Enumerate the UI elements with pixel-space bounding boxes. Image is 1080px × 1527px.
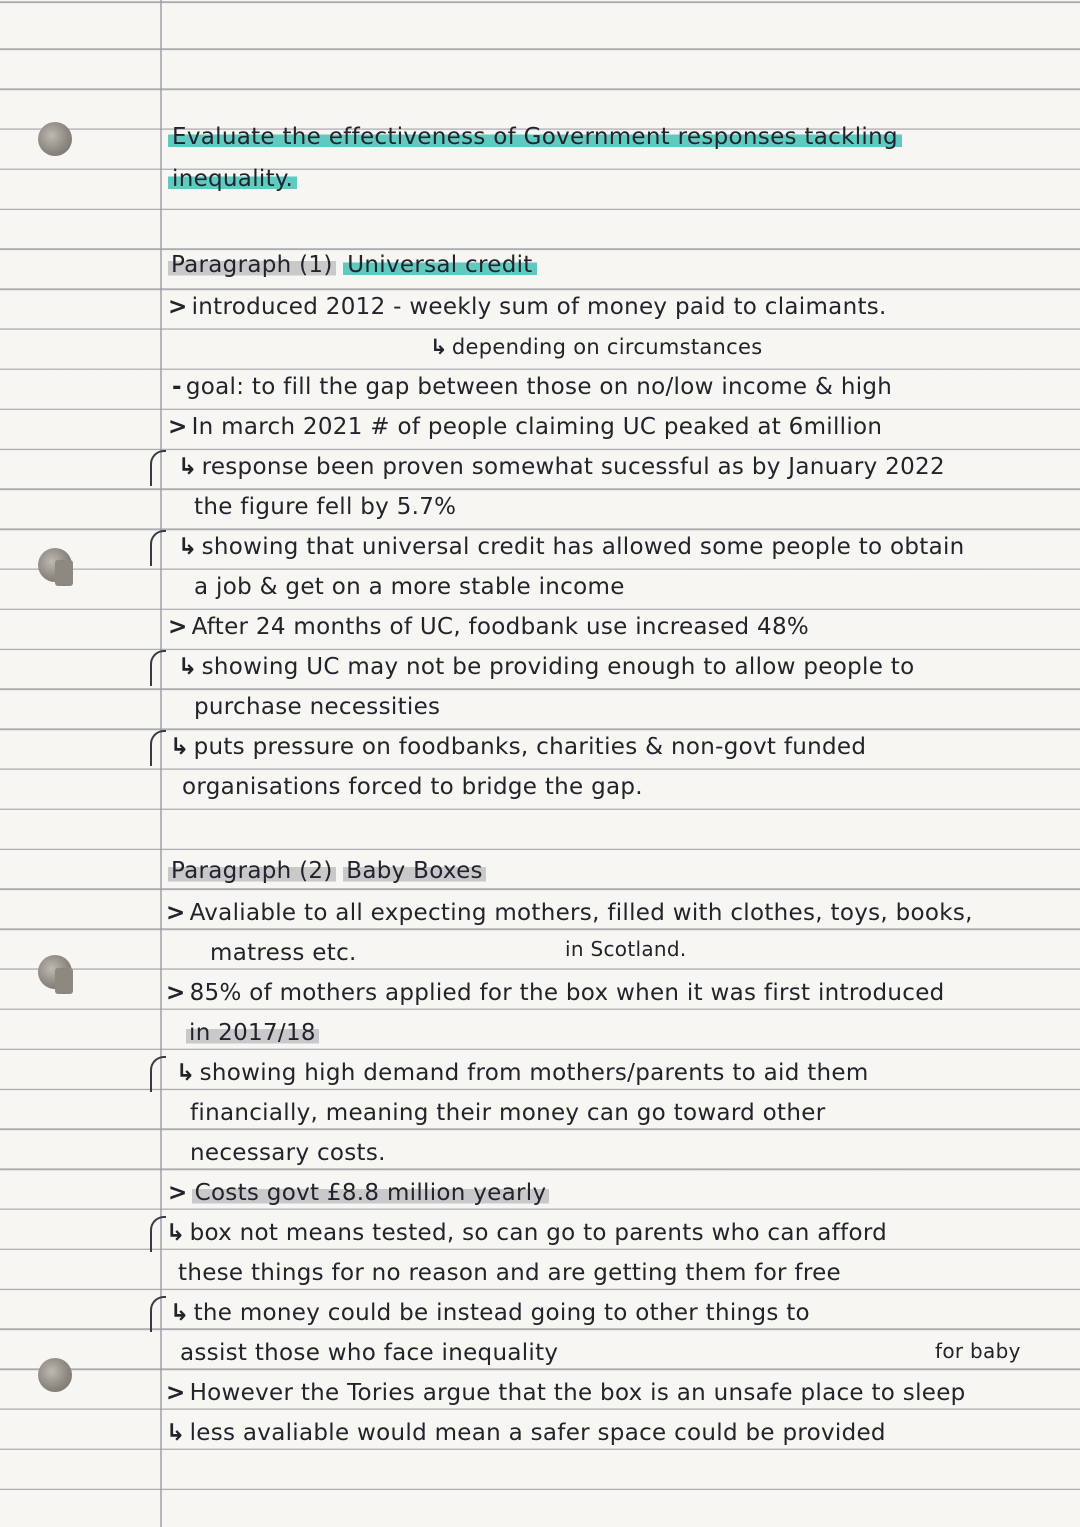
punch-hole	[38, 1358, 72, 1392]
note-line: > After 24 months of UC, foodbank use increased 48%	[168, 614, 810, 640]
note-line: necessary costs.	[190, 1140, 386, 1166]
note-line: - goal: to fill the gap between those on no/low income & high	[172, 374, 893, 400]
note-line: > introduced 2012 - weekly sum of money paid to claimants.	[168, 294, 887, 320]
note-line: > 85% of mothers applied for the box when it was first introduced	[166, 980, 945, 1006]
note-line: ↳ showing high demand from mothers/parents to aid them	[176, 1060, 869, 1086]
note-line: purchase necessities	[194, 694, 441, 720]
note-line: in Scotland.	[565, 937, 687, 961]
essay-title-line-1	[168, 122, 902, 152]
heading-topic: Baby Boxes	[343, 858, 486, 884]
note-line: ↳ depending on circumstances	[430, 335, 763, 359]
note-line: ↳ the money could be instead going to other things to	[170, 1300, 810, 1326]
paragraph-1-heading: Paragraph (1) Universal credit	[168, 250, 537, 280]
punch-hole-tear	[55, 560, 73, 586]
note-line: > Avaliable to all expecting mothers, filled with clothes, toys, books,	[166, 900, 973, 926]
heading-number: 1	[308, 252, 324, 278]
paragraph-2-heading: Paragraph (2) Baby Boxes	[168, 856, 486, 886]
bracket-mark	[150, 1296, 166, 1332]
note-line: ↳ less avaliable would mean a safer space could be provided	[166, 1420, 886, 1446]
title-text: inequality.	[168, 166, 297, 192]
note-line: ↳ box not means tested, so can go to parents who can afford	[166, 1220, 888, 1246]
note-line: organisations forced to bridge the gap.	[182, 774, 643, 800]
note-line: assist those who face inequality	[180, 1340, 559, 1366]
heading-number: 2	[308, 858, 324, 884]
essay-title-line-2	[168, 164, 297, 194]
note-line: matress etc.	[210, 940, 357, 966]
bracket-mark	[150, 650, 166, 686]
note-line: a job & get on a more stable income	[194, 574, 625, 600]
note-line: ↳ puts pressure on foodbanks, charities & non-govt funded	[170, 734, 867, 760]
note-line: ↳ showing UC may not be providing enough to allow people to	[178, 654, 915, 680]
note-line: ↳ response been proven somewhat sucessful as by January 2022	[178, 454, 945, 480]
note-line: for baby	[935, 1339, 1021, 1363]
heading-label: Paragraph	[171, 252, 292, 278]
bracket-mark	[150, 730, 166, 766]
note-line: financially, meaning their money can go toward other	[190, 1100, 826, 1126]
heading-label: Paragraph	[171, 858, 292, 884]
note-line: these things for no reason and are getting them for free	[178, 1260, 841, 1286]
punch-hole	[38, 122, 72, 156]
bracket-mark	[150, 450, 166, 486]
heading-topic: Universal credit	[343, 252, 536, 278]
note-line: > In march 2021 # of people claiming UC peaked at 6million	[168, 414, 883, 440]
bracket-mark	[150, 530, 166, 566]
note-line: ↳ showing that universal credit has allowed some people to obtain	[178, 534, 965, 560]
note-line: in 2017/18	[186, 1018, 319, 1048]
punch-hole-tear	[55, 968, 73, 994]
note-line: > Costs govt £8.8 million yearly	[168, 1178, 549, 1208]
note-line: > However the Tories argue that the box is an unsafe place to sleep	[166, 1380, 966, 1406]
title-text: Evaluate the effectiveness of Government responses tackling	[168, 124, 902, 150]
bracket-mark	[150, 1216, 166, 1252]
bracket-mark	[150, 1056, 166, 1092]
note-line: the figure fell by 5.7%	[194, 494, 457, 520]
